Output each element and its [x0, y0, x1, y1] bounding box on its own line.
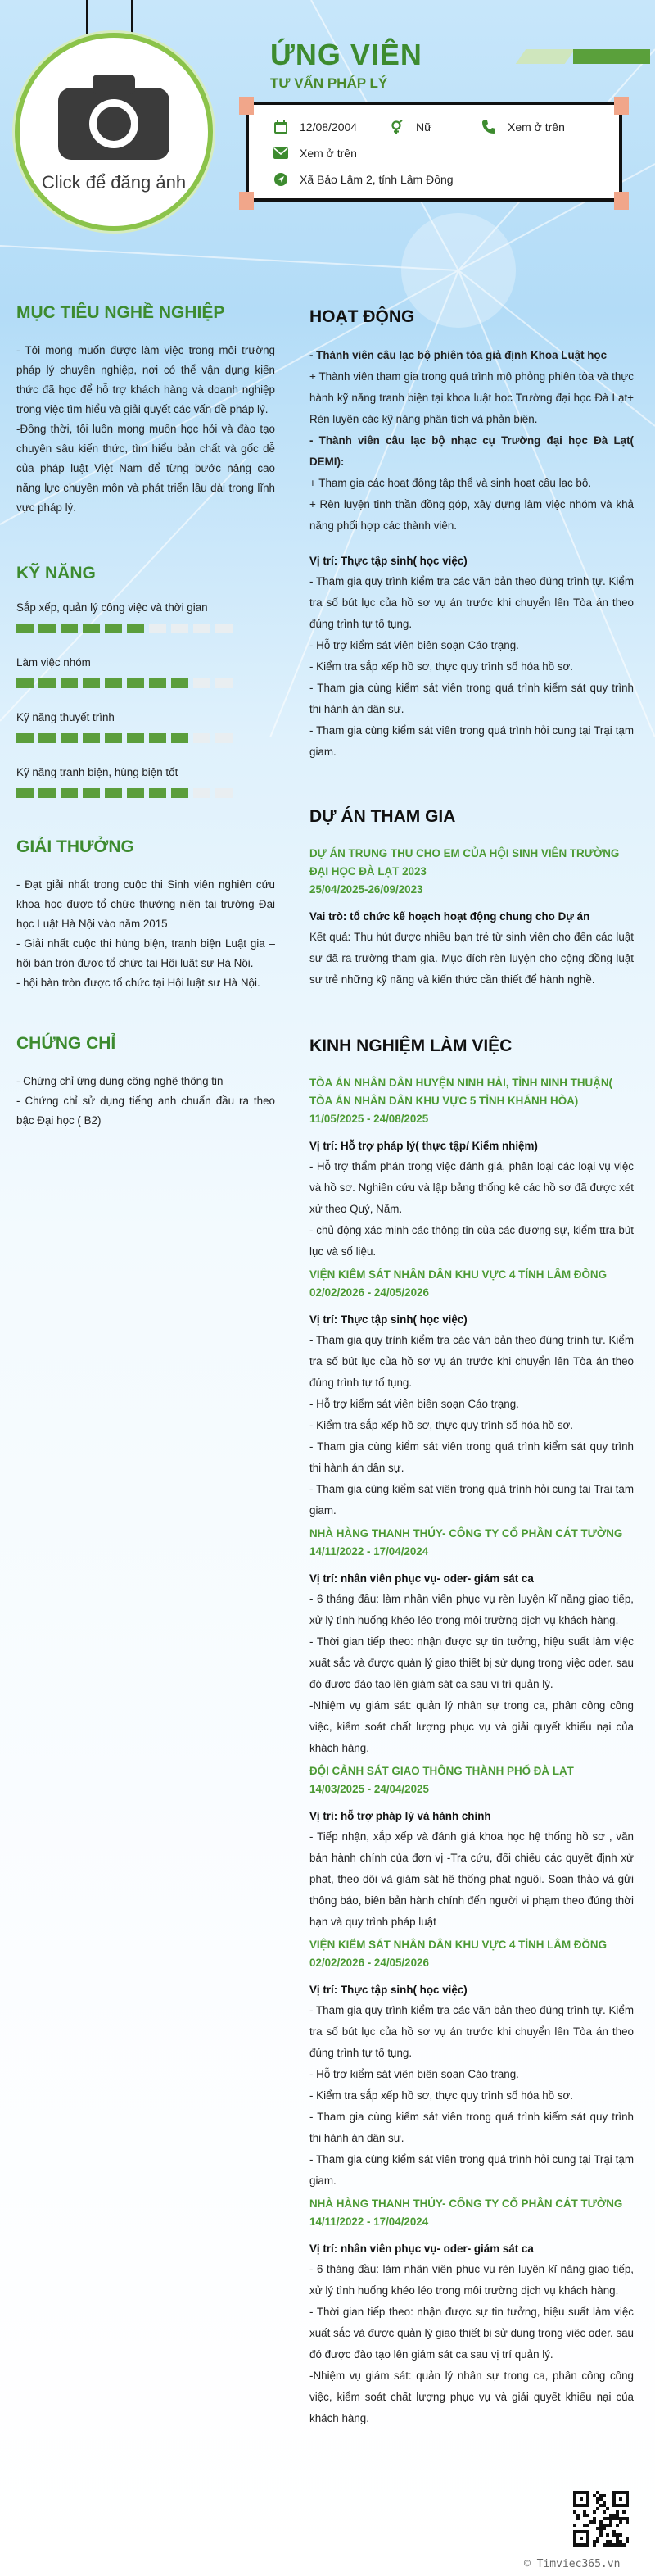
awards-text	[16, 875, 275, 993]
jobs-list	[309, 1074, 634, 2429]
skill-level-segment	[38, 788, 56, 798]
job-entry	[309, 1762, 634, 1933]
skill-level-segment	[61, 624, 78, 633]
skill-level-segment	[83, 733, 100, 743]
certificate-line: - Chứng chỉ sử dụng tiếng anh chuẩn đầu ra theo bậc Đại học ( B2)	[16, 1095, 275, 1127]
job-task: - Tham gia cùng kiểm sát viên trong quá trình kiểm sát quy trình thi hành án dân sự.	[309, 2111, 634, 2144]
job-task: - Tham gia cùng kiểm sát viên trong quá trình hỏi cung tại Trại tạm giam.	[309, 2153, 634, 2187]
camera-icon	[56, 71, 171, 166]
award-line: - Giải nhất cuộc thi hùng biện, tranh biện Luật gia – hội bàn tròn được tổ chức tại Hội luật sư Hà Nội.	[16, 937, 275, 969]
skill-name: Sắp xếp, quản lý công việc và thời gian	[16, 601, 208, 614]
activity-line: + Thành viên tham gia trong quá trình mô phỏng phiên tòa và thực hành kỹ năng tranh biện tại khoa luật học Trường đại học Đà Lạt+ Rèn luyện các kỹ năng phân tích và phản biện.	[309, 370, 634, 425]
skill-level-segment	[193, 624, 210, 633]
skill-level-segment	[83, 788, 100, 798]
job-entry	[309, 1936, 634, 2192]
contact-address	[272, 172, 454, 187]
project-result: Kết quả: Thu hút được nhiều bạn trẻ từ sinh viên cho đến các luật sư đã ra trường tham gia. Mục đích rèn luyện cho cộng đồng luật sư trẻ những kỹ năng và kiến thức cần thiết để hành nghề.	[309, 931, 634, 986]
skill-level-segment	[105, 678, 122, 688]
job-organization: NHÀ HÀNG THANH THÚY- CÔNG TY CỔ PHẦN CÁT TƯỜNG	[309, 1527, 623, 1540]
job-task: - Tham gia cùng kiểm sát viên trong quá trình kiểm sát quy trình thi hành án dân sự.	[309, 1440, 634, 1474]
job-task: - Kiểm tra sắp xếp hồ sơ, thực quy trình số hóa hồ sơ.	[309, 1419, 574, 1431]
award-line: - Đạt giải nhất trong cuộc thi Sinh viên nghiên cứu khoa học được tổ chức thường niên tại trường Đại học Luật Hà Nội vào năm 2015	[16, 878, 275, 930]
job-task: - Hỗ trợ thẩm phán trong việc đánh giá, phân loại các loại vụ việc và hồ sơ. Nghiên cứu và lập bảng thống kê các hồ sơ đã được xét xử theo Quý, Năm.	[309, 1160, 634, 1215]
activity-task: - Tham gia quy trình kiểm tra các văn bản theo đúng trình tự. Kiểm tra số bút lục của hồ sơ vụ án trước khi chuyển lên Tòa án theo đúng trình tự tố tụng.	[309, 575, 634, 630]
job-task: - Tham gia quy trình kiểm tra các văn bản theo đúng trình tự. Kiểm tra số bút lục của hồ sơ vụ án trước khi chuyển lên Tòa án theo đúng trình tự tố tụng.	[309, 2004, 634, 2059]
award-line: - hội bàn tròn được tổ chức tại Hội luật sư Hà Nội.	[16, 977, 260, 989]
projects-section	[309, 807, 634, 991]
skill-level-segment	[193, 788, 210, 798]
contact-corner-decor	[239, 97, 254, 115]
job-entry	[309, 1266, 634, 1522]
header-decor-bar-dark	[573, 49, 650, 64]
section-heading: KỸ NĂNG	[16, 564, 96, 583]
skill-level-segment	[16, 788, 34, 798]
section-heading: HOẠT ĐỘNG	[309, 307, 415, 326]
skill-level-segment	[171, 678, 188, 688]
skill-name: Kỹ năng tranh biện, hùng biện tốt	[16, 766, 178, 778]
skill-level-segment	[61, 788, 78, 798]
skill-level-segment	[171, 788, 188, 798]
job-task: -Nhiệm vụ giám sát: quản lý nhân sự trong ca, phân công công việc, kiểm soát chất lượng phục vụ và giải quyết khiếu nại của khách hàng.	[309, 2370, 634, 2424]
certificates-section	[16, 1034, 275, 1131]
job-date: 02/02/2026 - 24/05/2026	[309, 1286, 429, 1299]
contact-gender	[388, 120, 431, 134]
activity-line: + Rèn luyện tinh thần đồng góp, xây dựng làm việc nhóm và khả năng phối hợp các thành viên.	[309, 498, 634, 532]
job-entry	[309, 1525, 634, 1759]
contact-box	[246, 102, 622, 202]
skill-level-segment	[38, 733, 56, 743]
activity-line: + Tham gia các hoạt động tập thể và sinh hoạt câu lạc bộ.	[309, 477, 592, 489]
candidate-name: ỨNG VIÊN	[270, 38, 422, 71]
job-role: Vị trí: nhân viên phục vụ- oder- giám sát ca	[309, 2243, 534, 2255]
skill-level-segment	[16, 624, 34, 633]
job-task: - Tham gia cùng kiểm sát viên trong quá trình hỏi cung tại Trại tạm giam.	[309, 1483, 634, 1517]
gender-value: Nữ	[416, 120, 432, 134]
job-date: 11/05/2025 - 24/08/2025	[309, 1113, 429, 1125]
skill-level-segment	[16, 733, 34, 743]
activities-lines	[309, 345, 634, 537]
job-task: - Kiểm tra sắp xếp hồ sơ, thực quy trình số hóa hồ sơ.	[309, 2089, 574, 2102]
skill-level-segment	[105, 788, 122, 798]
job-organization: TÒA ÁN NHÂN DÂN HUYỆN NINH HẢI, TỈNH NINH THUẬN( TÒA ÁN NHÂN DÂN KHU VỰC 5 TỈNH KHÁNH HÒA)	[309, 1077, 612, 1107]
job-task: - Thời gian tiếp theo: nhận được sự tin tưởng, hiệu suất làm việc xuất sắc và được quản lý giao thiết bị sử dụng trong việc oder. sau đó được đào tạo lên giám sát ca sau vị trí quản lý.	[309, 2306, 634, 2361]
job-task: - Thời gian tiếp theo: nhận được sự tin tưởng, hiệu suất làm việc xuất sắc và được quản lý giao thiết bị sử dụng trong việc oder. sau đó được đào tạo lên giám sát ca sau vị trí quản lý.	[309, 1635, 634, 1690]
skill-level-segment	[127, 733, 144, 743]
activity-line: - Thành viên câu lạc bộ phiên tòa giả định Khoa Luật học	[309, 349, 608, 361]
skills-section	[16, 564, 275, 798]
job-date: 14/03/2025 - 24/04/2025	[309, 1783, 429, 1795]
activity-task: - Kiểm tra sắp xếp hồ sơ, thực quy trình số hóa hồ sơ.	[309, 660, 574, 673]
activity-task: - Tham gia cùng kiểm sát viên trong quá trình kiểm sát quy trình thi hành án dân sự.	[309, 682, 634, 715]
email-value: Xem ở trên	[300, 147, 357, 160]
objective-text	[16, 341, 275, 518]
contact-phone[interactable]	[480, 120, 565, 134]
skill-level-segment	[149, 788, 166, 798]
job-entry	[309, 2195, 634, 2429]
experience-section	[309, 1036, 634, 2429]
skill-level-segment	[38, 624, 56, 633]
section-heading: CHỨNG CHỈ	[16, 1034, 116, 1053]
skill-level-segment	[193, 678, 210, 688]
project-role: Vai trò: tổ chức kế hoạch hoạt động chung cho Dự án	[309, 910, 590, 923]
job-task: - 6 tháng đầu: làm nhân viên phục vụ rèn luyện kĩ năng giao tiếp, xử lý tình huống khéo léo trong môi trường dịch vụ khách hàng.	[309, 2263, 634, 2297]
contact-corner-decor	[239, 192, 254, 210]
skill-level-bar	[16, 624, 275, 633]
skill-level-segment	[171, 624, 188, 633]
skill-name: Kỹ năng thuyết trình	[16, 711, 115, 723]
project-date: 25/04/2025-26/09/2023	[309, 883, 423, 896]
activity-line: - Thành viên câu lạc bộ nhạc cụ Trường đại học Đà Lạt( DEMI):	[309, 434, 634, 468]
skill-level-segment	[215, 678, 233, 688]
avatar-upload-label: Click để đăng ảnh	[41, 171, 187, 193]
skill-level-segment	[38, 678, 56, 688]
job-role: Vị trí: Thực tập sinh( học việc)	[309, 1984, 468, 1996]
calendar-icon	[272, 120, 290, 134]
footer-watermark: © Timviec365.vn	[524, 2558, 621, 2570]
job-task: - Hỗ trợ kiểm sát viên biên soạn Cáo trạng.	[309, 2068, 519, 2080]
objective-paragraph: - Tôi mong muốn được làm việc trong môi trường pháp lý chuyên nghiệp, nơi có thể vận dụng kiến thức đã học để hỗ trợ khách hàng và doanh nghiệp trong việc tìm hiểu và giải quyết các vấn đề pháp lý.	[16, 344, 275, 415]
job-role: Vị trí: hỗ trợ pháp lý và hành chính	[309, 1810, 491, 1822]
job-organization: VIỆN KIỂM SÁT NHÂN DÂN KHU VỰC 4 TỈNH LÂM ĐỒNG	[309, 1939, 607, 1951]
skills-list	[16, 601, 275, 798]
phone-value: Xem ở trên	[508, 120, 565, 134]
activity-role: Vị trí: Thực tập sinh( học việc)	[309, 555, 468, 567]
skill-level-segment	[149, 733, 166, 743]
job-organization: VIỆN KIỂM SÁT NHÂN DÂN KHU VỰC 4 TỈNH LÂM ĐỒNG	[309, 1268, 607, 1281]
address-value: Xã Bảo Lâm 2, tỉnh Lâm Đồng	[300, 173, 454, 186]
certificate-line: - Chứng chỉ ứng dụng công nghệ thông tin	[16, 1075, 224, 1087]
skill-level-segment	[171, 733, 188, 743]
skill-level-segment	[83, 624, 100, 633]
skill-level-segment	[16, 678, 34, 688]
location-icon	[272, 172, 290, 187]
activities-section	[309, 307, 634, 763]
skill-level-segment	[215, 788, 233, 798]
skill-level-segment	[127, 788, 144, 798]
skill-level-segment	[215, 733, 233, 743]
job-role: Vị trí: nhân viên phục vụ- oder- giám sát ca	[309, 1572, 534, 1585]
project-name: DỰ ÁN TRUNG THU CHO EM CỦA HỘI SINH VIÊN TRƯỜNG ĐẠI HỌC ĐÀ LẠT 2023	[309, 847, 620, 878]
job-date: 14/11/2022 - 17/04/2024	[309, 2215, 429, 2228]
skill-level-segment	[127, 678, 144, 688]
activities-tasks	[309, 571, 634, 763]
activity-task: - Tham gia cùng kiểm sát viên trong quá trình hỏi cung tại Trại tạm giam.	[309, 724, 634, 758]
skill-level-bar	[16, 788, 275, 798]
right-column	[309, 307, 634, 2433]
skill-level-segment	[61, 733, 78, 743]
job-entry	[309, 1074, 634, 1263]
contact-email[interactable]	[272, 146, 357, 161]
header-decor-bar-light	[516, 49, 576, 64]
dob-value: 12/08/2004	[300, 120, 358, 134]
section-heading: KINH NGHIỆM LÀM VIỆC	[309, 1036, 513, 1055]
job-task: - Tham gia quy trình kiểm tra các văn bản theo đúng trình tự. Kiểm tra số bút lục của hồ sơ vụ án trước khi chuyển lên Tòa án theo đúng trình tự tố tụng.	[309, 1334, 634, 1389]
section-heading: MỤC TIÊU NGHỀ NGHIỆP	[16, 303, 225, 322]
objective-section	[16, 303, 275, 518]
contact-corner-decor	[614, 97, 629, 115]
certificates-text	[16, 1072, 275, 1131]
job-task: - chủ động xác minh các thông tin của các đương sự, kiểm ttra bút lục và số liệu.	[309, 1224, 634, 1258]
left-column	[16, 303, 275, 1131]
activity-task: - Hỗ trợ kiểm sát viên biên soạn Cáo trạng.	[309, 639, 519, 651]
skill-level-segment	[105, 733, 122, 743]
awards-section	[16, 837, 275, 993]
contact-corner-decor	[614, 192, 629, 210]
contact-dob	[272, 120, 357, 134]
job-date: 14/11/2022 - 17/04/2024	[309, 1545, 429, 1558]
skill-level-segment	[149, 624, 166, 633]
job-task: - Tiếp nhận, xắp xếp và đánh giá khoa học hệ thống hồ sơ , văn bản hành chính của đơn vị -Tra cứu, đối chiếu các quyết định xử phạt, theo dõi và giám sát hệ thống phạt nguội. Soạn thảo và gửi thông báo, biên bản hành chính đến người vi phạm theo đúng thời hạn và quy trình pháp luật	[309, 1830, 634, 1928]
phone-icon	[480, 120, 498, 134]
job-title: TƯ VẤN PHÁP LÝ	[270, 75, 388, 91]
objective-paragraph: -Đồng thời, tôi luôn mong muốn học hỏi và đào tạo chuyên sâu kiến thức, tìm hiểu bản chất và gốc dễ của pháp luật Việt Nam để từng bước nâng cao năng lực chuyên môn và phát triển lâu dài trong lĩnh vực pháp lý.	[16, 423, 275, 514]
email-icon	[272, 146, 290, 161]
qr-code-icon	[573, 2491, 629, 2547]
job-organization: ĐỘI CẢNH SÁT GIAO THÔNG THÀNH PHỐ ĐÀ LẠT	[309, 1765, 574, 1777]
skill-level-bar	[16, 678, 275, 688]
skill-level-segment	[127, 624, 144, 633]
skill-name: Làm việc nhóm	[16, 656, 91, 669]
section-heading: DỰ ÁN THAM GIA	[309, 807, 456, 826]
job-task: - 6 tháng đầu: làm nhân viên phục vụ rèn luyện kĩ năng giao tiếp, xử lý tình huống khéo léo trong môi trường dịch vụ khách hàng.	[309, 1593, 634, 1626]
section-heading: GIẢI THƯỞNG	[16, 837, 134, 856]
job-task: -Nhiệm vụ giám sát: quản lý nhân sự trong ca, phân công công việc, kiểm soát chất lượng phục vụ và giải quyết khiếu nại của khách hàng.	[309, 1699, 634, 1754]
avatar-upload[interactable]	[15, 33, 213, 231]
skill-level-segment	[215, 624, 233, 633]
skill-level-segment	[149, 678, 166, 688]
skill-level-segment	[83, 678, 100, 688]
skill-level-segment	[105, 624, 122, 633]
skill-level-bar	[16, 733, 275, 743]
job-date: 02/02/2026 - 24/05/2026	[309, 1957, 429, 1969]
job-role: Vị trí: Thực tập sinh( học việc)	[309, 1313, 468, 1326]
job-role: Vị trí: Hỗ trợ pháp lý( thực tập/ Kiểm nhiệm)	[309, 1140, 538, 1152]
skill-level-segment	[193, 733, 210, 743]
job-organization: NHÀ HÀNG THANH THÚY- CÔNG TY CỔ PHẦN CÁT TƯỜNG	[309, 2197, 623, 2210]
skill-level-segment	[61, 678, 78, 688]
job-task: - Hỗ trợ kiểm sát viên biên soạn Cáo trạng.	[309, 1398, 519, 1410]
gender-icon	[388, 120, 406, 134]
